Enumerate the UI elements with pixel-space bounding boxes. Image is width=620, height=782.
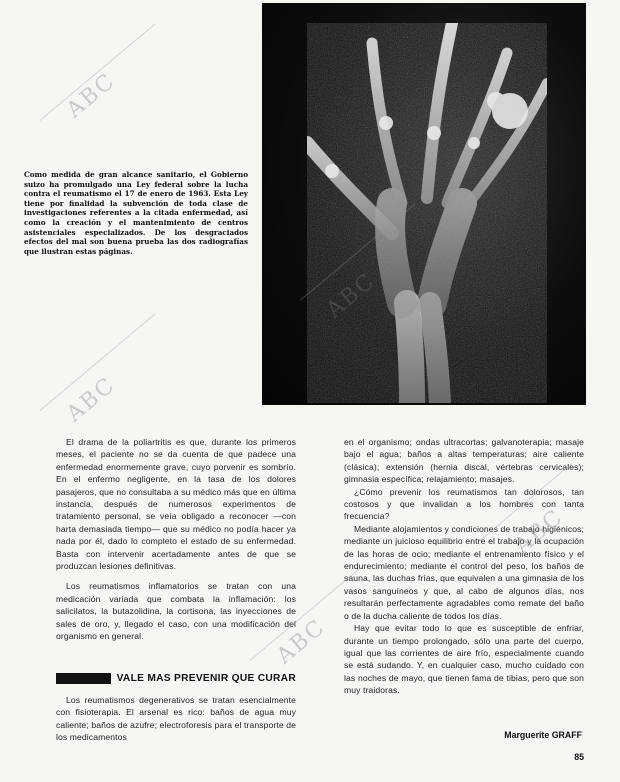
watermark: ABC <box>510 504 569 560</box>
section-heading-title: VALE MAS PREVENIR QUE CURAR <box>116 672 296 684</box>
left-column <box>56 436 296 643</box>
paragraph: El drama de la poliartritis es que, durante los primeros meses, el paciente no se da cuenta de que padece una enfermedad enormemente grave, cuyo porvenir es sombrío. En el enfermo negligente, en la tasa de los dolores pasajeros, que no consultaba a su médico más que en última instancia, después de numerosos experimentos de tratamiento personal, se veía obligado a reconocer —con harta demasiada tiempo— que su médico no podía hacer ya nada por él, dado lo completo el estado de su enfermedad. Basta con intervenir acertadamente antes de que se produzcan lesiones definitivas. <box>56 437 296 572</box>
watermark: ABC <box>322 268 381 324</box>
xray-hand-icon <box>262 3 586 405</box>
page-number: 85 <box>574 752 584 762</box>
watermark: ABC <box>62 68 121 124</box>
xray-hand-image <box>262 3 586 405</box>
left-column-continued <box>56 694 296 744</box>
paragraph: Hay que evitar todo lo que es susceptible de enfriar, durante un tiempo prolongado, sólo una parte del cuerpo, igual que las corrientes de aire frío, especialmente cuando se está sudando. Y, en cualquier caso, mucho cuidado con las noches de mayo, que tienen fama de tibias, pero que son muy traidoras. <box>344 623 584 696</box>
paragraph: Los reumatismos degenerativos se tratan esencialmente con fisioterapia. El arsenal es rico: baños de agua muy caliente; baños de azufre; electroforesis para el transporte de los medicamentos <box>56 695 296 743</box>
section-heading <box>56 670 296 686</box>
paragraph: Mediante alojamientos y condiciones de trabajo higiénicos; mediante un juicioso equilibrio entre el trabajo y la ocupación de las horas de ocio; mediante el entrenamiento físico y el endurecimiento; mediante el control del peso, los baños de sauna, las duchas frías, que equivalen a una gimnasia de los vasos sanguíneos y que, al cabo de algunos días, nos resultarán perfectamente agradables como remate del baño o de la ducha caliente de todos los días. <box>344 523 584 621</box>
paragraph: en el organismo; ondas ultracortas; galvanoterapia; masaje bajo el agua; baños a altas temperaturas; aire caliente (clásica); extensión (hernia discal, vértebras cervicales); gimnasia específica; relajamiento; masajes. <box>344 437 584 485</box>
paragraph: Los reumatismos inflamatorios se tratan con una medicación variada que combata la inflamación: los salicilatos, la butazolidina, la cortisona, las inyecciones de sales de oro, y, llegado el caso, con una modificación del organismo en general. <box>56 581 296 642</box>
right-column <box>344 436 584 697</box>
watermark: ABC <box>62 372 121 428</box>
watermark: ABC <box>272 614 331 670</box>
heading-bar-decoration <box>56 673 111 684</box>
author-signature: Marguerite GRAFF <box>504 730 582 740</box>
paragraph: ¿Cómo prevenir los reumatismos tan dolorosos, tan costosos y que invalidan a los hombres con tanta frecuencia? <box>344 486 584 522</box>
photo-caption: Como medida de gran alcance sanitario, el Gobierno suizo ha promulgado una Ley federal sobre la lucha contra el reumatismo el 17 de enero de 1963. Esta Ley tiene por finalidad la subvención de toda clase de investigaciones referentes a la citada enfermedad, así como la creación y el mantenimiento de centros asistenciales especializados. De los desgraciados efectos del mal son buena prueba las dos radiografías que ilustran estas páginas. <box>24 170 248 256</box>
